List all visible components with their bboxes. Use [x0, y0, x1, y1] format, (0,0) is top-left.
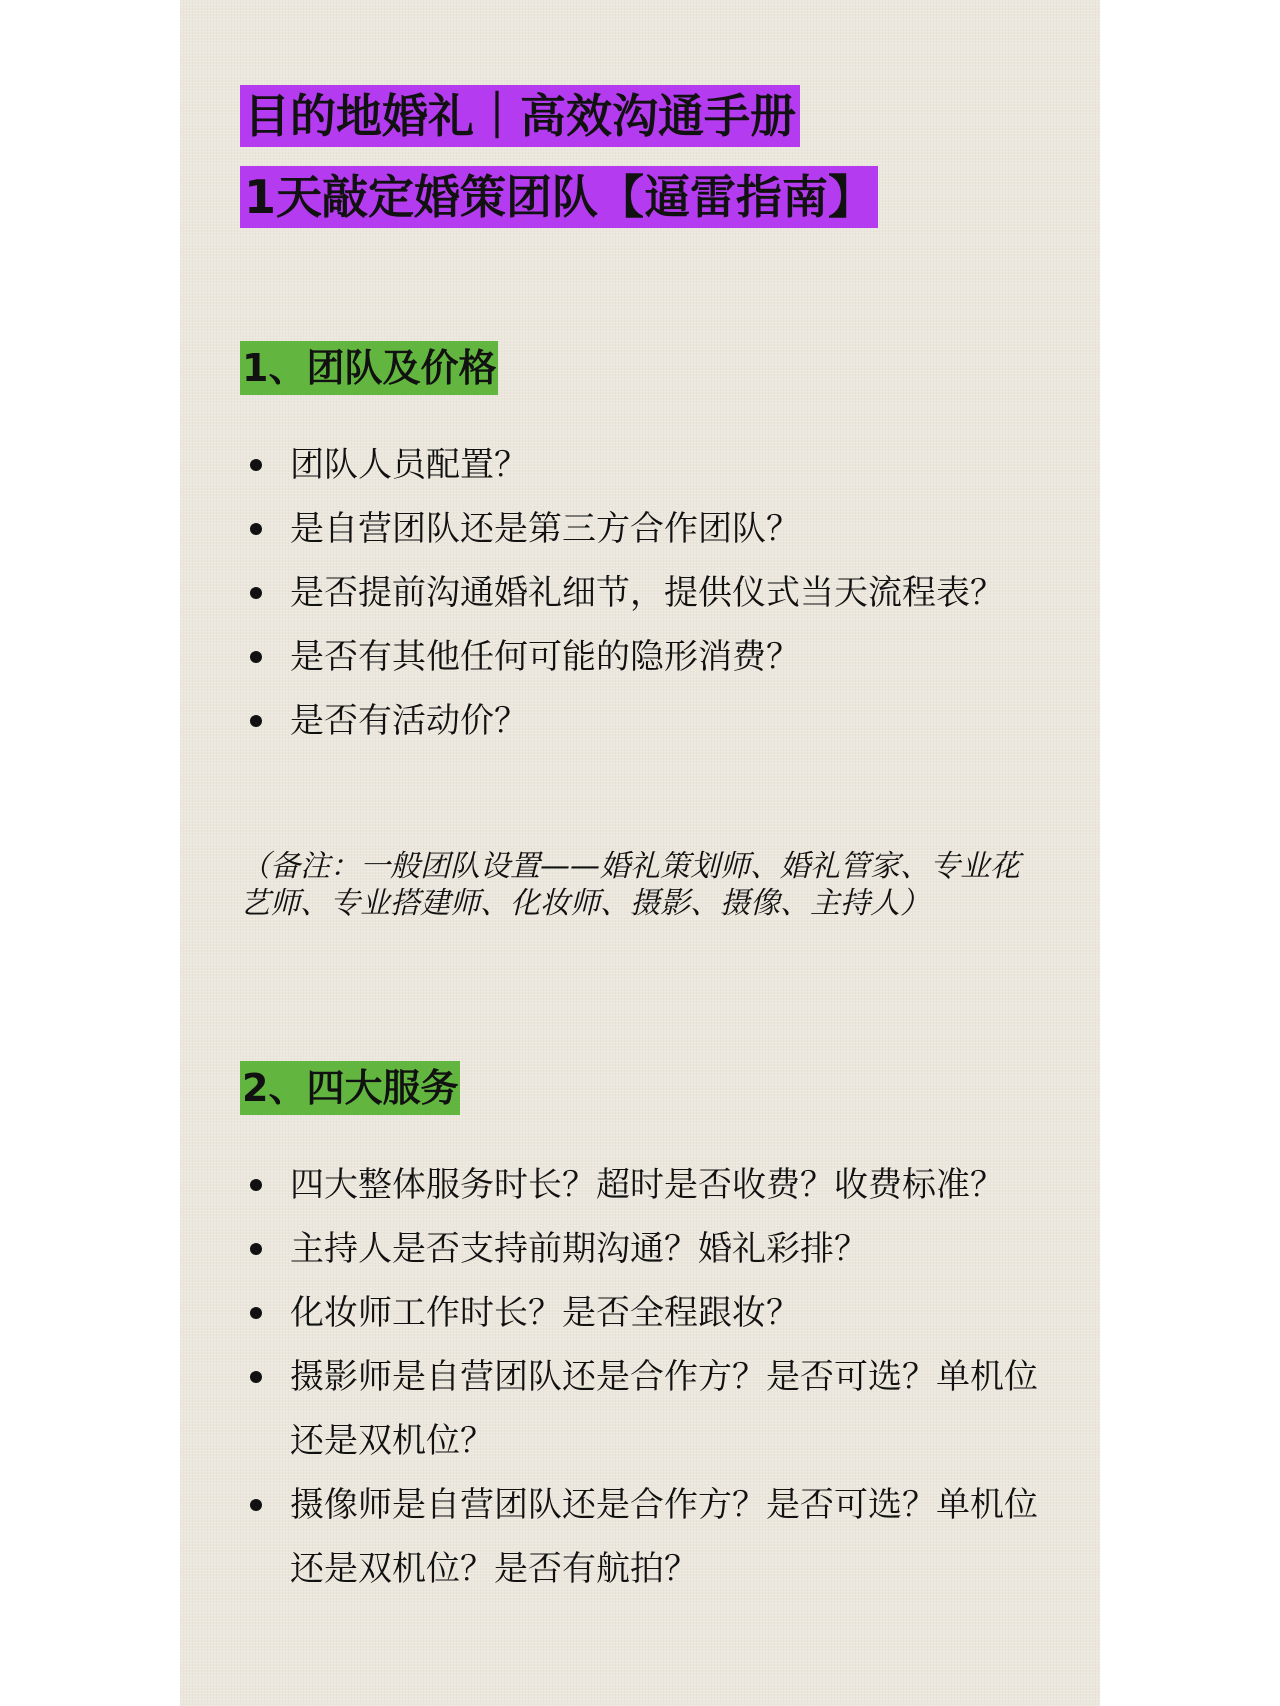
list-item-text: 主持人是否支持前期沟通？婚礼彩排？ [290, 1229, 868, 1269]
list-item [240, 433, 1060, 497]
list-item-text: 四大整体服务时长？超时是否收费？收费标准？ [290, 1165, 1004, 1205]
list-item-text: 是否提前沟通婚礼细节，提供仪式当天流程表？ [290, 573, 1004, 613]
bullet-dot-icon [250, 1179, 262, 1191]
list-item-text: 化妆师工作时长？是否全程跟妆？ [290, 1293, 800, 1333]
list-item-text: 是否有其他任何可能的隐形消费？ [290, 637, 800, 677]
section-2-heading: 2、四大服务 [240, 1061, 460, 1115]
title-line-1: 目的地婚礼｜高效沟通手册 [240, 85, 800, 147]
list-item [240, 1153, 1060, 1217]
bullet-dot-icon [250, 1499, 262, 1511]
list-item [240, 689, 1060, 753]
bullet-dot-icon [250, 1243, 262, 1255]
list-item [240, 1345, 1060, 1473]
list-item-text: 团队人员配置？ [290, 445, 528, 485]
title-line-2: 1天敲定婚策团队【逼雷指南】 [240, 166, 878, 228]
bullet-dot-icon [250, 1371, 262, 1383]
bullet-dot-icon [250, 1307, 262, 1319]
document-page [180, 0, 1100, 1706]
section-1-heading: 1、团队及价格 [240, 341, 498, 395]
list-item-text: 是自营团队还是第三方合作团队？ [290, 509, 800, 549]
list-item [240, 497, 1060, 561]
bullet-dot-icon [250, 715, 262, 727]
list-item-text: 摄像师是自营团队还是合作方？是否可选？单机位还是双机位？是否有航拍？ [290, 1485, 1038, 1589]
bullet-dot-icon [250, 651, 262, 663]
bullet-dot-icon [250, 587, 262, 599]
list-item [240, 625, 1060, 689]
list-item [240, 1217, 1060, 1281]
section-1-note: （备注：一般团队设置——婚礼策划师、婚礼管家、专业花艺师、专业搭建师、化妆师、摄影、摄像、主持人） [240, 849, 1020, 921]
bullet-dot-icon [250, 459, 262, 471]
bullet-dot-icon [250, 523, 262, 535]
list-item-text: 是否有活动价？ [290, 701, 528, 741]
list-item [240, 1281, 1060, 1345]
section-2-list [240, 1153, 1060, 1601]
list-item [240, 1473, 1060, 1601]
list-item-text: 摄影师是自营团队还是合作方？是否可选？单机位还是双机位？ [290, 1357, 1038, 1461]
section-1-list [240, 433, 1060, 753]
list-item [240, 561, 1060, 625]
